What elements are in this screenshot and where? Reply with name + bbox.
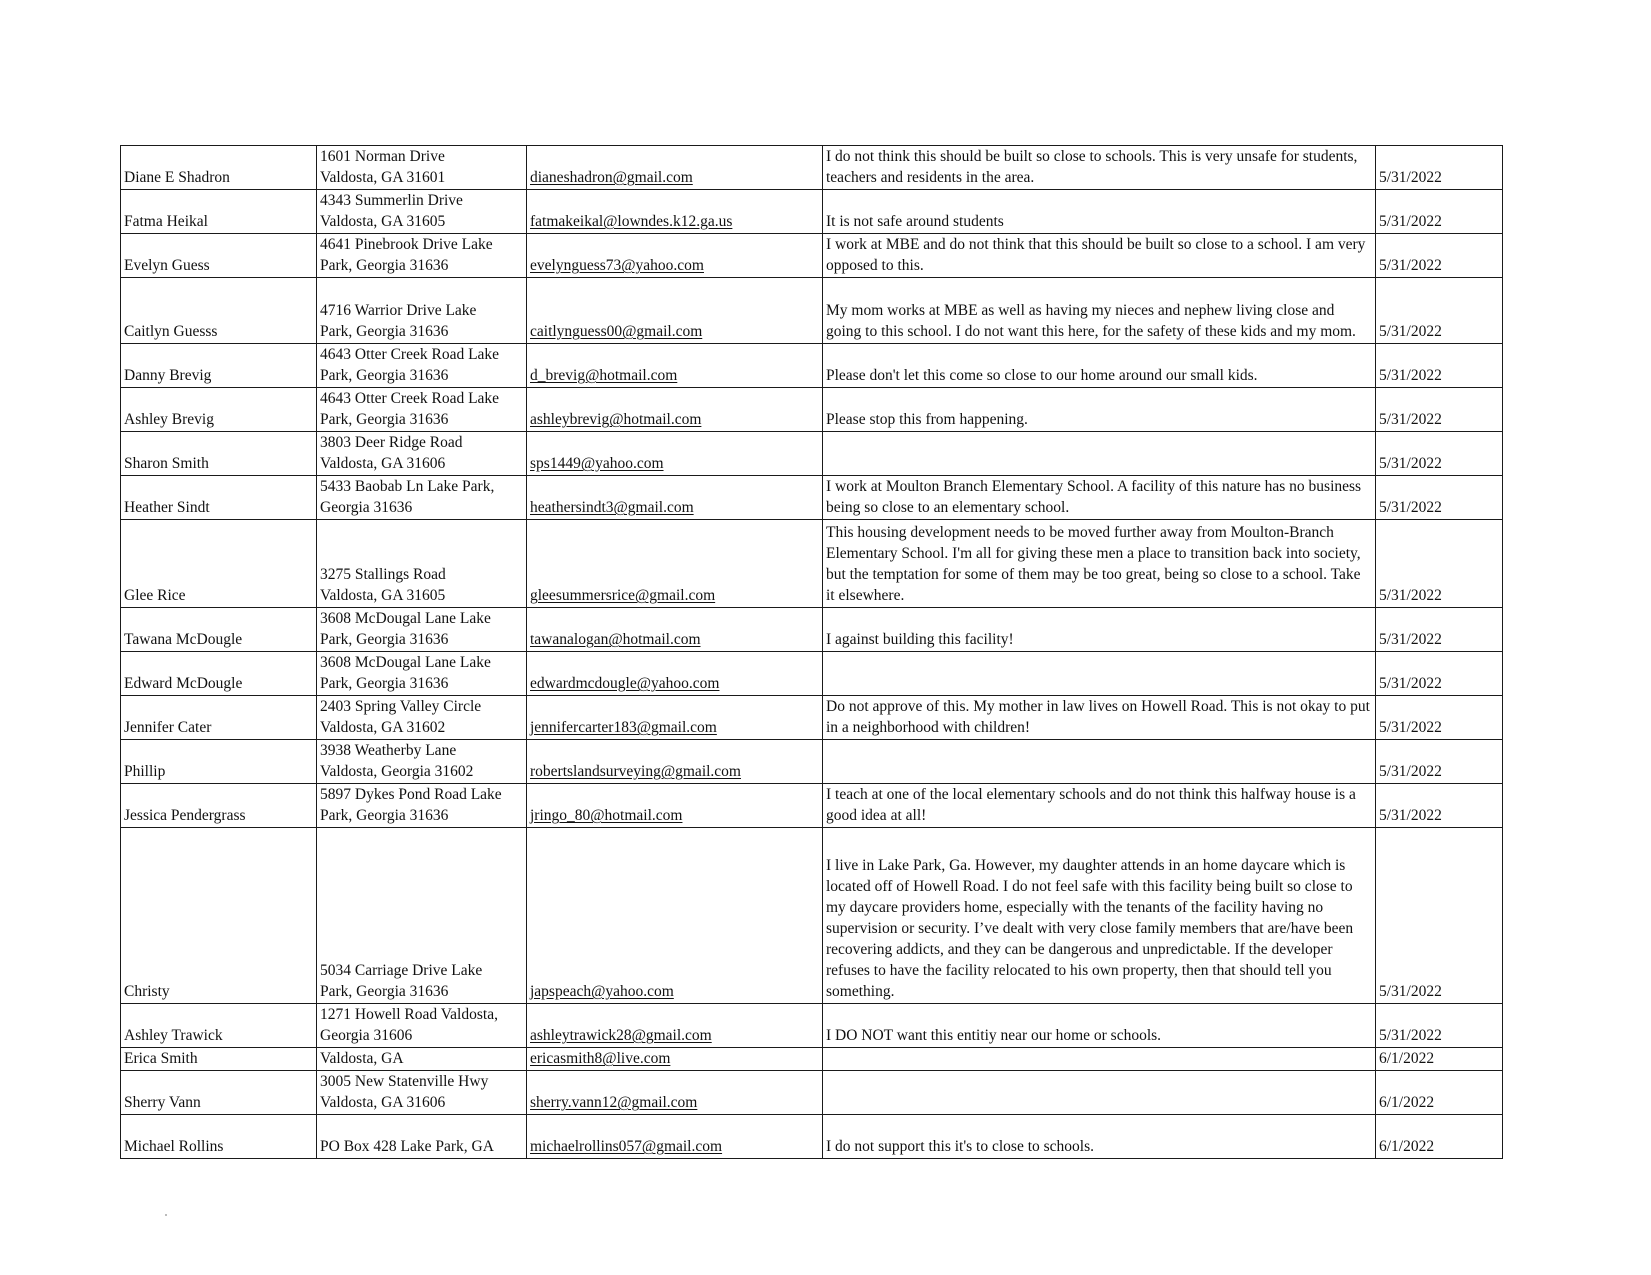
cell-email: d_brevig@hotmail.com bbox=[527, 344, 823, 388]
cell-address bbox=[317, 190, 527, 234]
table-row bbox=[121, 190, 1503, 234]
cell-comment: I live in Lake Park, Ga. However, my daughter attends in an home daycare which is located off of Howell Road. I do not feel safe with this facility being built so close to my daycare providers home, especially with the tenants of the facility having no supervision or security. I’ve dealt with very close family members that are/have been recovering addicts, and they can be dangerous and unpredictable. If the developer refuses to have the facility relocated to his own property, then that should tell you something. bbox=[823, 828, 1376, 1004]
cell-email: ashleybrevig@hotmail.com bbox=[527, 388, 823, 432]
cell-date: 5/31/2022 bbox=[1376, 146, 1503, 190]
cell-date: 5/31/2022 bbox=[1376, 344, 1503, 388]
cell-address bbox=[317, 278, 527, 344]
address-line-2: Valdosta, GA 31601 bbox=[320, 169, 446, 186]
address-line-1: 3938 Weatherby Lane bbox=[320, 742, 457, 759]
cell-address bbox=[317, 828, 527, 1004]
cell-date: 5/31/2022 bbox=[1376, 828, 1503, 1004]
cell-name: Ashley Trawick bbox=[121, 1004, 317, 1048]
cell-date: 6/1/2022 bbox=[1376, 1048, 1503, 1071]
address-line-1: Valdosta, GA bbox=[320, 1050, 404, 1067]
cell-email: michaelrollins057@gmail.com bbox=[527, 1115, 823, 1159]
address-line-2: Valdosta, GA 31602 bbox=[320, 719, 446, 736]
address-line-2: Park, Georgia 31636 bbox=[320, 631, 449, 648]
address-line-1: 4716 Warrior Drive Lake bbox=[320, 302, 477, 319]
table-row bbox=[121, 520, 1503, 608]
cell-name: Sherry Vann bbox=[121, 1071, 317, 1115]
address-line-1: 5433 Baobab Ln Lake Park, bbox=[320, 478, 495, 495]
table-row bbox=[121, 652, 1503, 696]
cell-date: 5/31/2022 bbox=[1376, 784, 1503, 828]
cell-address bbox=[317, 696, 527, 740]
cell-address bbox=[317, 344, 527, 388]
address-line-1: 4641 Pinebrook Drive Lake bbox=[320, 236, 493, 253]
cell-name: Erica Smith bbox=[121, 1048, 317, 1071]
cell-email: jringo_80@hotmail.com bbox=[527, 784, 823, 828]
cell-name: Danny Brevig bbox=[121, 344, 317, 388]
address-line-1: 3608 McDougal Lane Lake bbox=[320, 610, 491, 627]
cell-address bbox=[317, 234, 527, 278]
cell-email: tawanalogan@hotmail.com bbox=[527, 608, 823, 652]
cell-comment: I against building this facility! bbox=[823, 608, 1376, 652]
address-line-1: 3803 Deer Ridge Road bbox=[320, 434, 463, 451]
cell-date: 5/31/2022 bbox=[1376, 696, 1503, 740]
cell-address bbox=[317, 784, 527, 828]
cell-comment: I work at MBE and do not think that this should be built so close to a school. I am very opposed to this. bbox=[823, 234, 1376, 278]
cell-address bbox=[317, 1004, 527, 1048]
table-row bbox=[121, 146, 1503, 190]
comments-table-body bbox=[121, 146, 1503, 1159]
address-line-2: Park, Georgia 31636 bbox=[320, 675, 449, 692]
cell-email: robertslandsurveying@gmail.com bbox=[527, 740, 823, 784]
cell-date: 5/31/2022 bbox=[1376, 388, 1503, 432]
table-row bbox=[121, 696, 1503, 740]
cell-address bbox=[317, 1048, 527, 1071]
cell-name: Jennifer Cater bbox=[121, 696, 317, 740]
address-line-2: Park, Georgia 31636 bbox=[320, 323, 449, 340]
table-row bbox=[121, 476, 1503, 520]
address-line-2: Valdosta, GA 31605 bbox=[320, 213, 446, 230]
cell-date: 6/1/2022 bbox=[1376, 1071, 1503, 1115]
address-line-2: Georgia 31606 bbox=[320, 1027, 413, 1044]
address-line-1: 3608 McDougal Lane Lake bbox=[320, 654, 491, 671]
cell-name: Ashley Brevig bbox=[121, 388, 317, 432]
cell-date: 5/31/2022 bbox=[1376, 740, 1503, 784]
address-line-1: 4343 Summerlin Drive bbox=[320, 192, 463, 209]
cell-comment: I work at Moulton Branch Elementary School. A facility of this nature has no business being so close to an elementary school. bbox=[823, 476, 1376, 520]
address-line-1: 5897 Dykes Pond Road Lake bbox=[320, 786, 502, 803]
address-line-1: 4643 Otter Creek Road Lake bbox=[320, 346, 500, 363]
address-line-1: 5034 Carriage Drive Lake bbox=[320, 962, 483, 979]
cell-date: 5/31/2022 bbox=[1376, 652, 1503, 696]
cell-name: Fatma Heikal bbox=[121, 190, 317, 234]
cell-address bbox=[317, 388, 527, 432]
cell-email: edwardmcdougle@yahoo.com bbox=[527, 652, 823, 696]
cell-name: Jessica Pendergrass bbox=[121, 784, 317, 828]
table-row bbox=[121, 608, 1503, 652]
table-row bbox=[121, 740, 1503, 784]
address-line-2: Park, Georgia 31636 bbox=[320, 411, 449, 428]
cell-comment: I DO NOT want this entitiy near our home or schools. bbox=[823, 1004, 1376, 1048]
table-row bbox=[121, 1115, 1503, 1159]
cell-address bbox=[317, 1115, 527, 1159]
cell-address bbox=[317, 652, 527, 696]
cell-email: ashleytrawick28@gmail.com bbox=[527, 1004, 823, 1048]
cell-address bbox=[317, 1071, 527, 1115]
cell-email: ericasmith8@live.com bbox=[527, 1048, 823, 1071]
address-line-1: 1271 Howell Road Valdosta, bbox=[320, 1006, 498, 1023]
cell-comment: Please don't let this come so close to our home around our small kids. bbox=[823, 344, 1376, 388]
address-line-2: Valdosta, GA 31606 bbox=[320, 1094, 446, 1111]
cell-address bbox=[317, 146, 527, 190]
cell-email: dianeshadron@gmail.com bbox=[527, 146, 823, 190]
cell-email: sps1449@yahoo.com bbox=[527, 432, 823, 476]
address-line-1: 2403 Spring Valley Circle bbox=[320, 698, 482, 715]
cell-email: heathersindt3@gmail.com bbox=[527, 476, 823, 520]
address-line-2: Valdosta, GA 31606 bbox=[320, 455, 446, 472]
address-line-1: 1601 Norman Drive bbox=[320, 148, 445, 165]
cell-comment: My mom works at MBE as well as having my nieces and nephew living close and going to this school. I do not want this here, for the safety of these kids and my mom. bbox=[823, 278, 1376, 344]
cell-date: 5/31/2022 bbox=[1376, 608, 1503, 652]
table-row bbox=[121, 388, 1503, 432]
table-row bbox=[121, 432, 1503, 476]
cell-date: 6/1/2022 bbox=[1376, 1115, 1503, 1159]
table-row bbox=[121, 1071, 1503, 1115]
cell-name: Caitlyn Guesss bbox=[121, 278, 317, 344]
cell-name: Michael Rollins bbox=[121, 1115, 317, 1159]
cell-comment bbox=[823, 652, 1376, 696]
table-row bbox=[121, 784, 1503, 828]
address-line-2: Georgia 31636 bbox=[320, 499, 413, 516]
cell-email: fatmakeikal@lowndes.k12.ga.us bbox=[527, 190, 823, 234]
table-row bbox=[121, 278, 1503, 344]
table-row bbox=[121, 1004, 1503, 1048]
cell-comment bbox=[823, 740, 1376, 784]
cell-address bbox=[317, 432, 527, 476]
cell-name: Christy bbox=[121, 828, 317, 1004]
table-row bbox=[121, 828, 1503, 1004]
comments-table bbox=[120, 145, 1503, 1159]
address-line-2: Park, Georgia 31636 bbox=[320, 807, 449, 824]
cell-comment: I do not support this it's to close to schools. bbox=[823, 1115, 1376, 1159]
cell-date: 5/31/2022 bbox=[1376, 520, 1503, 608]
cell-comment bbox=[823, 1071, 1376, 1115]
cell-date: 5/31/2022 bbox=[1376, 432, 1503, 476]
cell-name: Heather Sindt bbox=[121, 476, 317, 520]
address-line-1: 4643 Otter Creek Road Lake bbox=[320, 390, 500, 407]
cell-name: Evelyn Guess bbox=[121, 234, 317, 278]
address-line-2: Valdosta, Georgia 31602 bbox=[320, 763, 474, 780]
cell-date: 5/31/2022 bbox=[1376, 476, 1503, 520]
table-row bbox=[121, 344, 1503, 388]
cell-comment: It is not safe around students bbox=[823, 190, 1376, 234]
cell-email: caitlynguess00@gmail.com bbox=[527, 278, 823, 344]
cell-name: Sharon Smith bbox=[121, 432, 317, 476]
cell-comment: Please stop this from happening. bbox=[823, 388, 1376, 432]
address-line-1: PO Box 428 Lake Park, GA bbox=[320, 1138, 494, 1155]
cell-comment: This housing development needs to be moved further away from Moulton-Branch Elementary School. I'm all for giving these men a place to transition back into society, but the temptation for some of them may be too great, being so close to a school. Take it elsewhere. bbox=[823, 520, 1376, 608]
cell-email: japspeach@yahoo.com bbox=[527, 828, 823, 1004]
cell-address bbox=[317, 608, 527, 652]
cell-comment: Do not approve of this. My mother in law lives on Howell Road. This is not okay to put in a neighborhood with children! bbox=[823, 696, 1376, 740]
cell-comment bbox=[823, 432, 1376, 476]
address-line-1: 3275 Stallings Road bbox=[320, 566, 446, 583]
cell-email: evelynguess73@yahoo.com bbox=[527, 234, 823, 278]
cell-email: jennifercarter183@gmail.com bbox=[527, 696, 823, 740]
cell-comment: I do not think this should be built so close to schools. This is very unsafe for students, teachers and residents in the area. bbox=[823, 146, 1376, 190]
cell-comment bbox=[823, 1048, 1376, 1071]
table-row bbox=[121, 234, 1503, 278]
cell-email: gleesummersrice@gmail.com bbox=[527, 520, 823, 608]
address-line-2: Park, Georgia 31636 bbox=[320, 367, 449, 384]
cell-name: Glee Rice bbox=[121, 520, 317, 608]
cell-email: sherry.vann12@gmail.com bbox=[527, 1071, 823, 1115]
address-line-1: 3005 New Statenville Hwy bbox=[320, 1073, 489, 1090]
cell-name: Edward McDougle bbox=[121, 652, 317, 696]
address-line-2: Park, Georgia 31636 bbox=[320, 257, 449, 274]
cell-address bbox=[317, 476, 527, 520]
cell-comment: I teach at one of the local elementary schools and do not think this halfway house is a good idea at all! bbox=[823, 784, 1376, 828]
cell-name: Diane E Shadron bbox=[121, 146, 317, 190]
cell-name: Tawana McDougle bbox=[121, 608, 317, 652]
cell-date: 5/31/2022 bbox=[1376, 234, 1503, 278]
table-row bbox=[121, 1048, 1503, 1071]
cell-date: 5/31/2022 bbox=[1376, 190, 1503, 234]
cell-name: Phillip bbox=[121, 740, 317, 784]
cell-address bbox=[317, 740, 527, 784]
scan-speck bbox=[165, 1214, 167, 1216]
address-line-2: Valdosta, GA 31605 bbox=[320, 587, 446, 604]
address-line-2: Park, Georgia 31636 bbox=[320, 983, 449, 1000]
cell-date: 5/31/2022 bbox=[1376, 1004, 1503, 1048]
cell-date: 5/31/2022 bbox=[1376, 278, 1503, 344]
cell-address bbox=[317, 520, 527, 608]
